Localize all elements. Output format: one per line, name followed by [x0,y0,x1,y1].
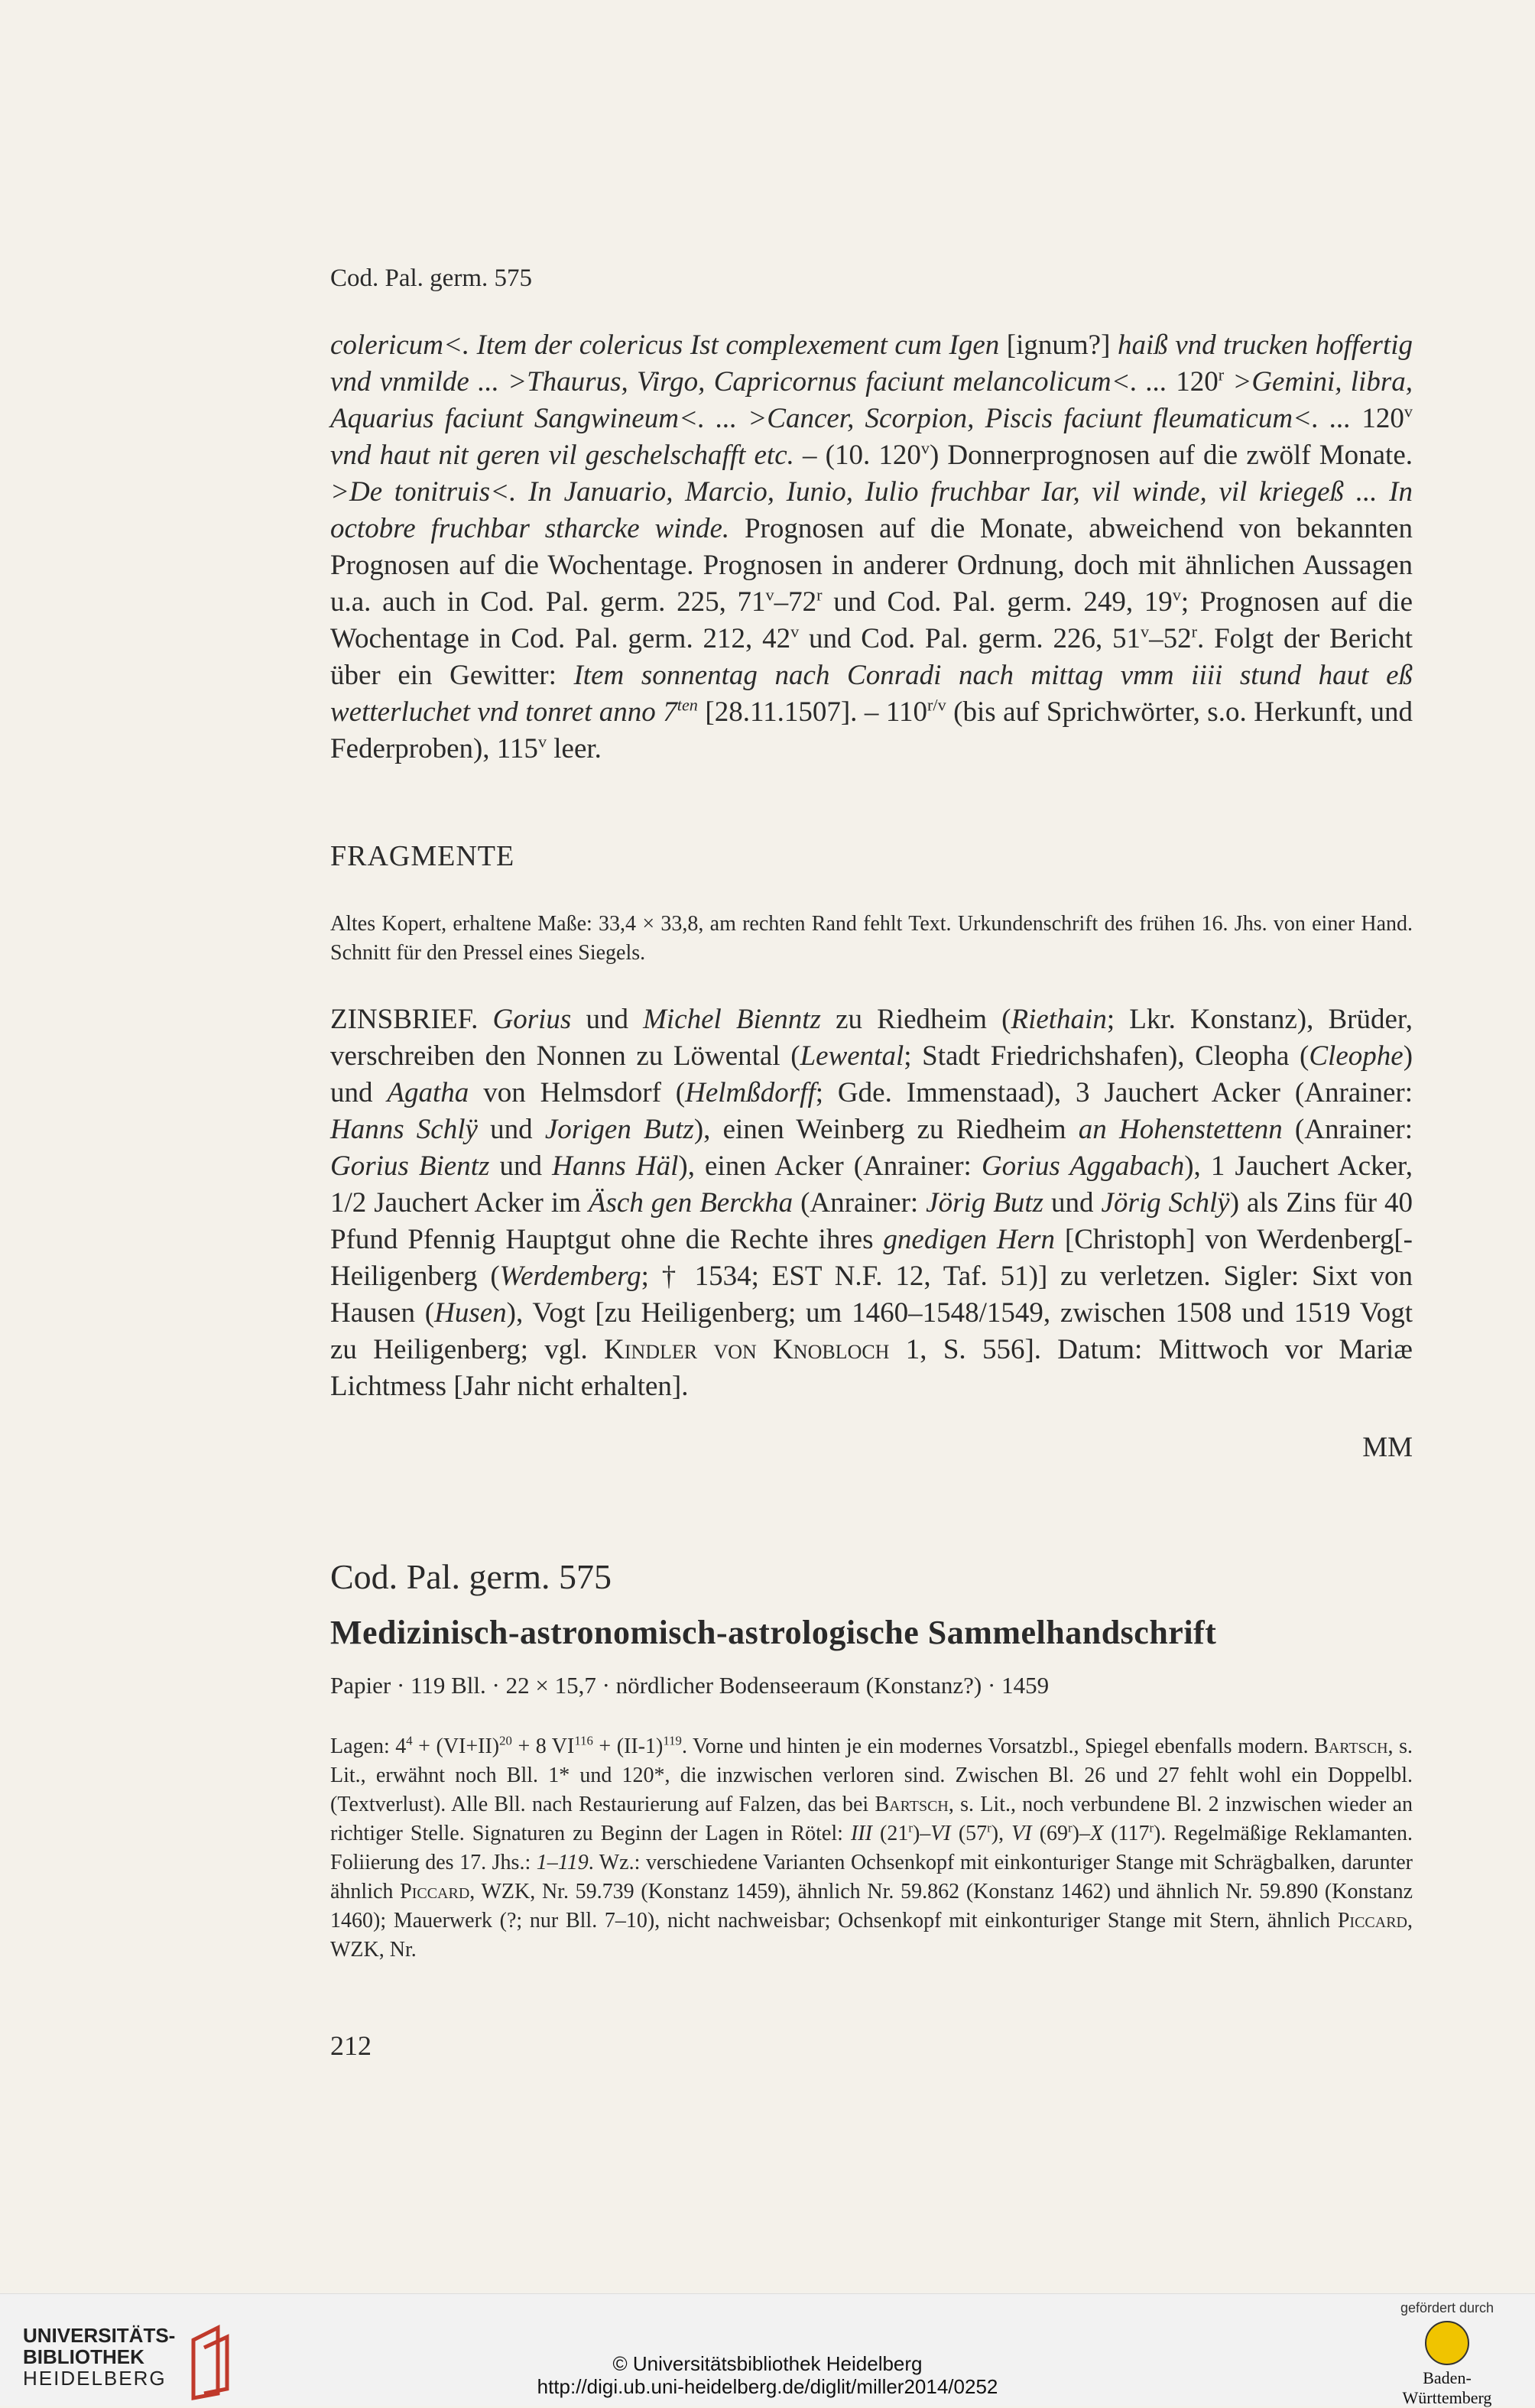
paragraph-lagen: Lagen: $4^4 + (VI+II)^{20} + 8$ $VI^{116} + (II-1)^{119}$. Vorne und hinten je ein modernes Vorsatzbl., Spiegel ebenfalls modern. Bartsch, s. Lit., erwähnt noch Bll. 1* und 120*, die inzwischen verloren sind. Zwischen Bl. 26 und 27 fehlt wohl ein Doppelbl. (Textverlust). Alle Bll. nach Restaurierung auf Falzen, das bei Bartsch, s. Lit., noch verbundene Bl. 2 inzwischen wieder an richtiger Stelle. Signaturen zu Beginn der Lagen in Rötel: III (21$^r$)–VI (57$^r$), VI (69$^r$)–X (117$^r$). Regelmäßige Reklamanten. Foliierung des 17. Jhs.: 1–119. Wz.: verschiedene Varianten Ochsenkopf mit einkonturiger Stange mit Schrägbalken, darunter ähnlich Piccard, WZK, Nr. 59.739 (Konstanz 1459), ähnlich Nr. 59.862 (Konstanz 1462) und ähnlich Nr. 59.890 (Konstanz 1460); Mauerwerk (?; nur Bll. 7–10), nicht nachweisbar; Ochsenkopf mit einkonturiger Stange mit Stern, ähnlich Piccard, WZK, Nr. [330,1733,1413,1962]
section-heading-fragmente: FRAGMENTE [330,840,515,872]
paragraph-zinsbrief: ZINSBRIEF. Gorius und Michel Bienntz zu Riedheim (Riethain; Lkr. Konstanz), Brüder, verschreiben den Nonnen zu Löwental (Lewental; Stadt Friedrichshafen), Cleopha (Cleophe) und Agatha von Helmsdorf (Helmßdorff; Gde. Immenstaad), 3 Jauchert Acker (Anrainer: Hanns Schlÿ und Jorigen Butz), einen Weinberg zu Riedheim an Hohenstettenn (Anrainer: Gorius Bientz und Hanns Häl), einen Acker (Anrainer: Gorius Aggabach), 1 Jauchert Acker, 1/2 Jauchert Acker im Äsch gen Berckha (Anrainer: Jörig Butz und Jörig Schlÿ) als Zins für 40 Pfund Pfennig Hauptgut ohne die Rechte ihres gnedigen Hern [Christoph] von Werdenberg[-Heiligenberg (Werdemberg; † 1534; EST N.F. 12, Taf. 51)] zu verletzen. Sigler: Sixt von Hausen (Husen), Vogt [zu Heiligenberg; um 1460–1548/1549, zwischen 1508 und 1519 Vogt zu Heiligenberg; vgl. Kindler von Knobloch 1, S. 556]. Datum: Mittwoch vor Mariæ Lichtmess [Jahr nicht erhalten]. [330,1004,1413,1402]
page-number: 212 [330,2030,372,2061]
manuscript-heading: Cod. Pal. germ. 575 [330,1557,612,1596]
paragraph-description: colericum<. Item der colericus Ist complexement cum Igen [ignum?] haiß vnd trucken hoffertig vnd vnmilde ... >Thaurus, Virgo, Capricornus faciunt melancolicum<. ... 120$^r$ >Gemini, libra, Aquarius faciunt Sangwineum<. ... >Cancer, Scorpion, Piscis faciunt fleumaticum<. ... 120$^v$ vnd haut nit geren vil geschelschafft etc. – (10. 120$^v$) Donnerprognosen auf die zwölf Monate. >De tonitruis<. In Januario, Marcio, Iunio, Iulio fruchbar Iar, vil winde, vil kriegeß ... In octobre fruchbar stharcke winde. Prognosen auf die Monate, abweichend von bekannten Prognosen auf die Wochentage. Prognosen in anderer Ordnung, doch mit ähnlichen Aussagen u.a. auch in Cod. Pal. germ. 225, 71$^v$–72$^r$ und Cod. Pal. germ. 249, 19$^v$; Prognosen auf die Wochentage in Cod. Pal. germ. 212, 42$^v$ und Cod. Pal. germ. 226, 51$^v$–52$^r$. Folgt der Bericht über ein Gewitter: Item sonnentag nach Conradi nach mittag vmm iiii stund haut eß wetterluchet vnd tonret anno $7^{ten}$ [28.11.1507]. – $110^{r/v}$ (bis auf Sprichwörter, s.o. Herkunft, und Federproben), 115$^v$ leer. [330,329,1413,764]
state-seal-icon [1425,2321,1469,2365]
funder-block [1382,2300,1512,2408]
logo-line-2: BIBLIOTHEK [23,2345,144,2368]
copyright-block [0,2352,1535,2398]
manuscript-meta: Papier · 119 Bll. · 22 × 15,7 · nördlicher Bodenseeraum (Konstanz?) · 1459 [330,1672,1050,1699]
logo-line-1: UNIVERSITÄTS- [23,2324,176,2347]
footer-bar [0,2293,1535,2406]
author-signature: MM [1362,1432,1413,1463]
fragmente-description: Altes Kopert, erhaltene Maße: 33,4 × 33,8, am rechten Rand fehlt Text. Urkundenschrift des frühen 16. Jhs. von einer Hand. Schnitt für den Pressel eines Siegels. [330,912,1413,965]
permalink-url[interactable]: http://digi.ub.uni-heidelberg.de/diglit/miller2014/0252 [537,2375,998,2398]
funded-by-label: gefördert durch [1400,2300,1494,2316]
logo-line-3: HEIDELBERG [23,2367,167,2390]
running-head: Cod. Pal. germ. 575 [330,264,532,292]
copyright-text: © Universitätsbibliothek Heidelberg [612,2352,923,2375]
funder-name: Baden-Württemberg [1402,2368,1492,2407]
manuscript-title: Medizinisch-astronomisch-astrologische Sammelhandschrift [330,1614,1217,1651]
